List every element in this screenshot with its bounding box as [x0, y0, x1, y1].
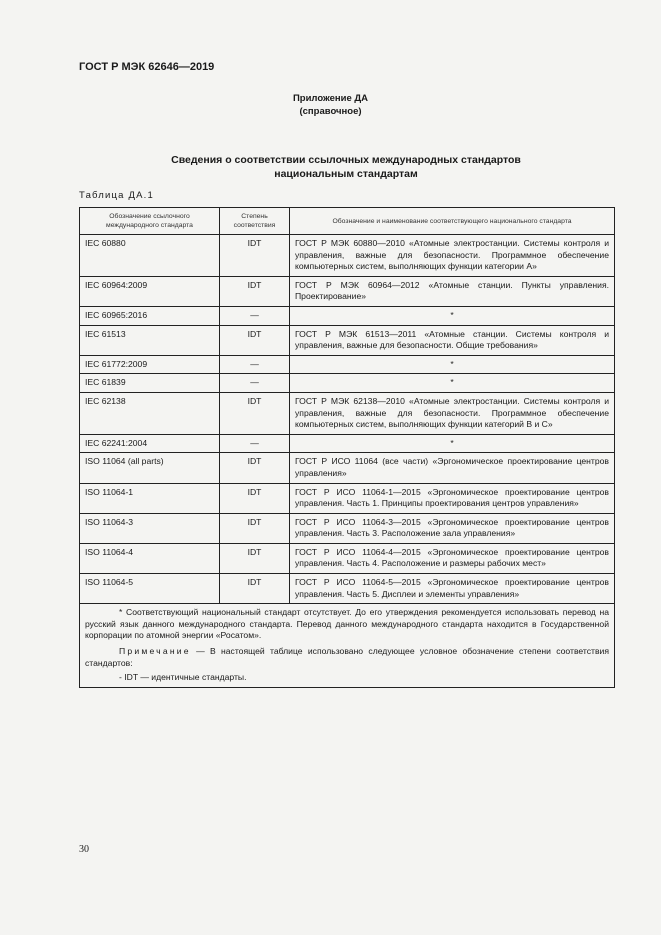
degree-cell: IDT [220, 483, 290, 513]
header-degree: Степень соответствия [220, 208, 290, 235]
national-cell: ГОСТ Р ИСО 11064 (все части) «Эргономическое проектирование центров управления» [290, 453, 615, 483]
national-cell: * [290, 355, 615, 374]
ref-cell: IEC 61513 [80, 325, 220, 355]
national-cell: ГОСТ Р МЭК 61513—2011 «Атомные станции. Системы контроля и управления, важные для безопасности. Общие требования» [290, 325, 615, 355]
table-row [80, 392, 615, 434]
table-row [80, 434, 615, 453]
degree-cell: — [220, 434, 290, 453]
degree-cell: — [220, 306, 290, 325]
national-cell: ГОСТ Р ИСО 11064-5—2015 «Эргономическое проектирование центров управления. Часть 5. Дисплеи и элементы управления» [290, 574, 615, 604]
degree-cell: — [220, 355, 290, 374]
footnote: * Соответствующий национальный стандарт отсутствует. До его утверждения рекомендуется использовать перевод на русский язык данного международного стандарта. Перевод данного международного стандарта находится в Государственной корпорации по атомной энергии «Росатом». [85, 607, 609, 641]
note [85, 646, 609, 669]
ref-cell: IEC 60964:2009 [80, 276, 220, 306]
national-cell: * [290, 374, 615, 393]
table-row [80, 276, 615, 306]
table-row [80, 325, 615, 355]
ref-cell: ISO 11064-4 [80, 543, 220, 573]
ref-cell: ISO 11064 (all parts) [80, 453, 220, 483]
national-cell: ГОСТ Р ИСО 11064-3—2015 «Эргономическое проектирование центров управления. Часть 3. Расположение зала управления» [290, 513, 615, 543]
degree-cell: IDT [220, 235, 290, 277]
degree-cell: — [220, 374, 290, 393]
ref-cell: IEC 62241:2004 [80, 434, 220, 453]
ref-cell: IEC 61772:2009 [80, 355, 220, 374]
header-ref-standard: Обозначение ссылочного международного стандарта [80, 208, 220, 235]
table-footer-row [80, 604, 615, 688]
correspondence-table [79, 207, 615, 688]
degree-cell: IDT [220, 276, 290, 306]
national-cell: ГОСТ Р МЭК 62138—2010 «Атомные электростанции. Системы контроля и управления, важные для безопасности. Программное обеспечение компьютерных систем, выполняющих функции категорий В и С» [290, 392, 615, 434]
degree-cell: IDT [220, 325, 290, 355]
table-label: Таблица ДА.1 [79, 190, 154, 201]
ref-cell: IEC 60965:2016 [80, 306, 220, 325]
table-footer [80, 604, 615, 688]
ref-cell: IEC 61839 [80, 374, 220, 393]
section-title-line-1: Сведения о соответствии ссылочных международных стандартов [171, 154, 521, 166]
degree-cell: IDT [220, 574, 290, 604]
ref-cell: IEC 60880 [80, 235, 220, 277]
ref-cell: IEC 62138 [80, 392, 220, 434]
table-row [80, 453, 615, 483]
table-row [80, 574, 615, 604]
header-national-standard: Обозначение и наименование соответствующего национального стандарта [290, 208, 615, 235]
appendix-title: Приложение ДА [292, 93, 369, 104]
table-row [80, 483, 615, 513]
national-cell: ГОСТ Р МЭК 60964—2012 «Атомные станции. Пункты управления. Проектирование» [290, 276, 615, 306]
national-cell: * [290, 306, 615, 325]
appendix-subtitle: (справочное) [299, 106, 362, 117]
section-title-line-2: национальным стандартам [274, 168, 418, 180]
page-number: 30 [79, 844, 89, 855]
table-row [80, 306, 615, 325]
note-text: — В настоящей таблице использовано следующее условное обозначение степени соответствия стандартов: [85, 646, 609, 668]
degree-cell: IDT [220, 513, 290, 543]
table-row [80, 374, 615, 393]
degree-cell: IDT [220, 543, 290, 573]
table-row [80, 235, 615, 277]
ref-cell: ISO 11064-1 [80, 483, 220, 513]
national-cell: ГОСТ Р МЭК 60880—2010 «Атомные электростанции. Системы контроля и управления, важные для безопасности. Программное обеспечение компьютерных систем, выполняющих функции категории А» [290, 235, 615, 277]
degree-cell: IDT [220, 453, 290, 483]
table-row [80, 543, 615, 573]
ref-cell: ISO 11064-5 [80, 574, 220, 604]
ref-cell: ISO 11064-3 [80, 513, 220, 543]
table-header-row [80, 208, 615, 235]
appendix-heading [0, 92, 661, 118]
note-list-item: - IDT — идентичные стандарты. [119, 672, 247, 683]
document-code: ГОСТ Р МЭК 62646—2019 [79, 61, 215, 73]
national-cell: ГОСТ Р ИСО 11064-1—2015 «Эргономическое проектирование центров управления. Часть 1. Принципы проектирования центров управления» [290, 483, 615, 513]
table-row [80, 513, 615, 543]
national-cell: * [290, 434, 615, 453]
section-title [60, 153, 632, 181]
table-row [80, 355, 615, 374]
national-cell: ГОСТ Р ИСО 11064-4—2015 «Эргономическое проектирование центров управления. Часть 4. Расположение и размеры рабочих мест» [290, 543, 615, 573]
note-title: Примечание [119, 646, 191, 657]
degree-cell: IDT [220, 392, 290, 434]
